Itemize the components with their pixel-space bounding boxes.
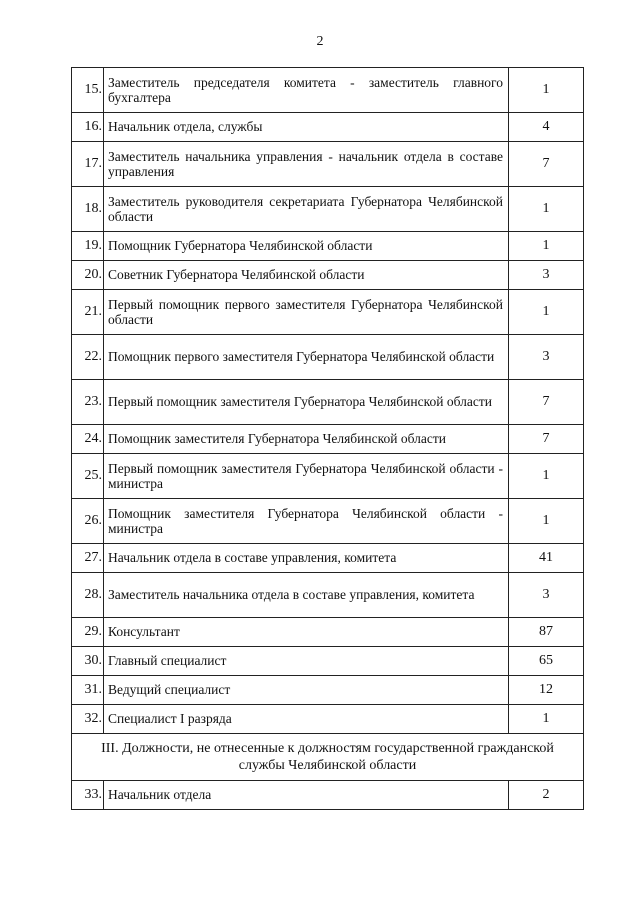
row-number: 20. — [72, 261, 104, 290]
position-count: 1 — [509, 454, 584, 499]
position-title: Первый помощник первого заместителя Губернатора Челябинской области — [104, 290, 509, 335]
position-count: 12 — [509, 676, 584, 705]
position-count: 87 — [509, 618, 584, 647]
table-row — [72, 113, 584, 142]
position-count: 1 — [509, 290, 584, 335]
row-number: 25. — [72, 454, 104, 499]
position-title: Специалист I разряда — [104, 705, 509, 734]
position-title: Заместитель начальника управления - начальник отдела в составе управления — [104, 142, 509, 187]
position-title: Помощник Губернатора Челябинской области — [104, 232, 509, 261]
row-number: 21. — [72, 290, 104, 335]
table-row — [72, 499, 584, 544]
table-row — [72, 573, 584, 618]
row-number: 17. — [72, 142, 104, 187]
position-count: 2 — [509, 781, 584, 810]
table-row — [72, 261, 584, 290]
table-row — [72, 544, 584, 573]
position-count: 1 — [509, 705, 584, 734]
table-row — [72, 335, 584, 380]
position-title: Помощник первого заместителя Губернатора Челябинской области — [104, 335, 509, 380]
position-count: 1 — [509, 187, 584, 232]
row-number: 18. — [72, 187, 104, 232]
table-row — [72, 705, 584, 734]
table-row — [72, 647, 584, 676]
row-number: 19. — [72, 232, 104, 261]
table-row — [72, 676, 584, 705]
positions-table — [71, 67, 584, 810]
table-row — [72, 68, 584, 113]
row-number: 22. — [72, 335, 104, 380]
position-count: 1 — [509, 68, 584, 113]
position-title: Заместитель председателя комитета - заместитель главного бухгалтера — [104, 68, 509, 113]
table-row — [72, 454, 584, 499]
table-row — [72, 618, 584, 647]
position-title: Начальник отдела — [104, 781, 509, 810]
row-number: 15. — [72, 68, 104, 113]
position-count: 7 — [509, 142, 584, 187]
position-count: 1 — [509, 499, 584, 544]
position-count: 65 — [509, 647, 584, 676]
row-number: 29. — [72, 618, 104, 647]
position-title: Первый помощник заместителя Губернатора Челябинской области — [104, 380, 509, 425]
position-title: Первый помощник заместителя Губернатора Челябинской области - министра — [104, 454, 509, 499]
table-row — [72, 142, 584, 187]
row-number: 27. — [72, 544, 104, 573]
position-title: Главный специалист — [104, 647, 509, 676]
position-title: Заместитель руководителя секретариата Губернатора Челябинской области — [104, 187, 509, 232]
position-title: Советник Губернатора Челябинской области — [104, 261, 509, 290]
section-heading-row — [72, 734, 584, 781]
row-number: 33. — [72, 781, 104, 810]
row-number: 32. — [72, 705, 104, 734]
row-number: 24. — [72, 425, 104, 454]
position-count: 3 — [509, 261, 584, 290]
position-title: Ведущий специалист — [104, 676, 509, 705]
page-number: 2 — [316, 34, 324, 49]
table-row — [72, 290, 584, 335]
position-count: 4 — [509, 113, 584, 142]
position-title: Помощник заместителя Губернатора Челябинской области - министра — [104, 499, 509, 544]
row-number: 30. — [72, 647, 104, 676]
row-number: 28. — [72, 573, 104, 618]
table-row — [72, 232, 584, 261]
table-row — [72, 187, 584, 232]
position-title: Начальник отдела, службы — [104, 113, 509, 142]
table-row — [72, 425, 584, 454]
position-count: 7 — [509, 425, 584, 454]
position-title: Начальник отдела в составе управления, комитета — [104, 544, 509, 573]
section-heading: III. Должности, не отнесенные к должностям государственной гражданской службы Челябинской области — [72, 734, 584, 781]
position-title: Помощник заместителя Губернатора Челябинской области — [104, 425, 509, 454]
table-row — [72, 380, 584, 425]
row-number: 16. — [72, 113, 104, 142]
position-count: 3 — [509, 335, 584, 380]
row-number: 31. — [72, 676, 104, 705]
table-row — [72, 781, 584, 810]
position-count: 7 — [509, 380, 584, 425]
position-count: 1 — [509, 232, 584, 261]
position-title: Заместитель начальника отдела в составе управления, комитета — [104, 573, 509, 618]
position-count: 3 — [509, 573, 584, 618]
row-number: 26. — [72, 499, 104, 544]
position-count: 41 — [509, 544, 584, 573]
position-title: Консультант — [104, 618, 509, 647]
row-number: 23. — [72, 380, 104, 425]
